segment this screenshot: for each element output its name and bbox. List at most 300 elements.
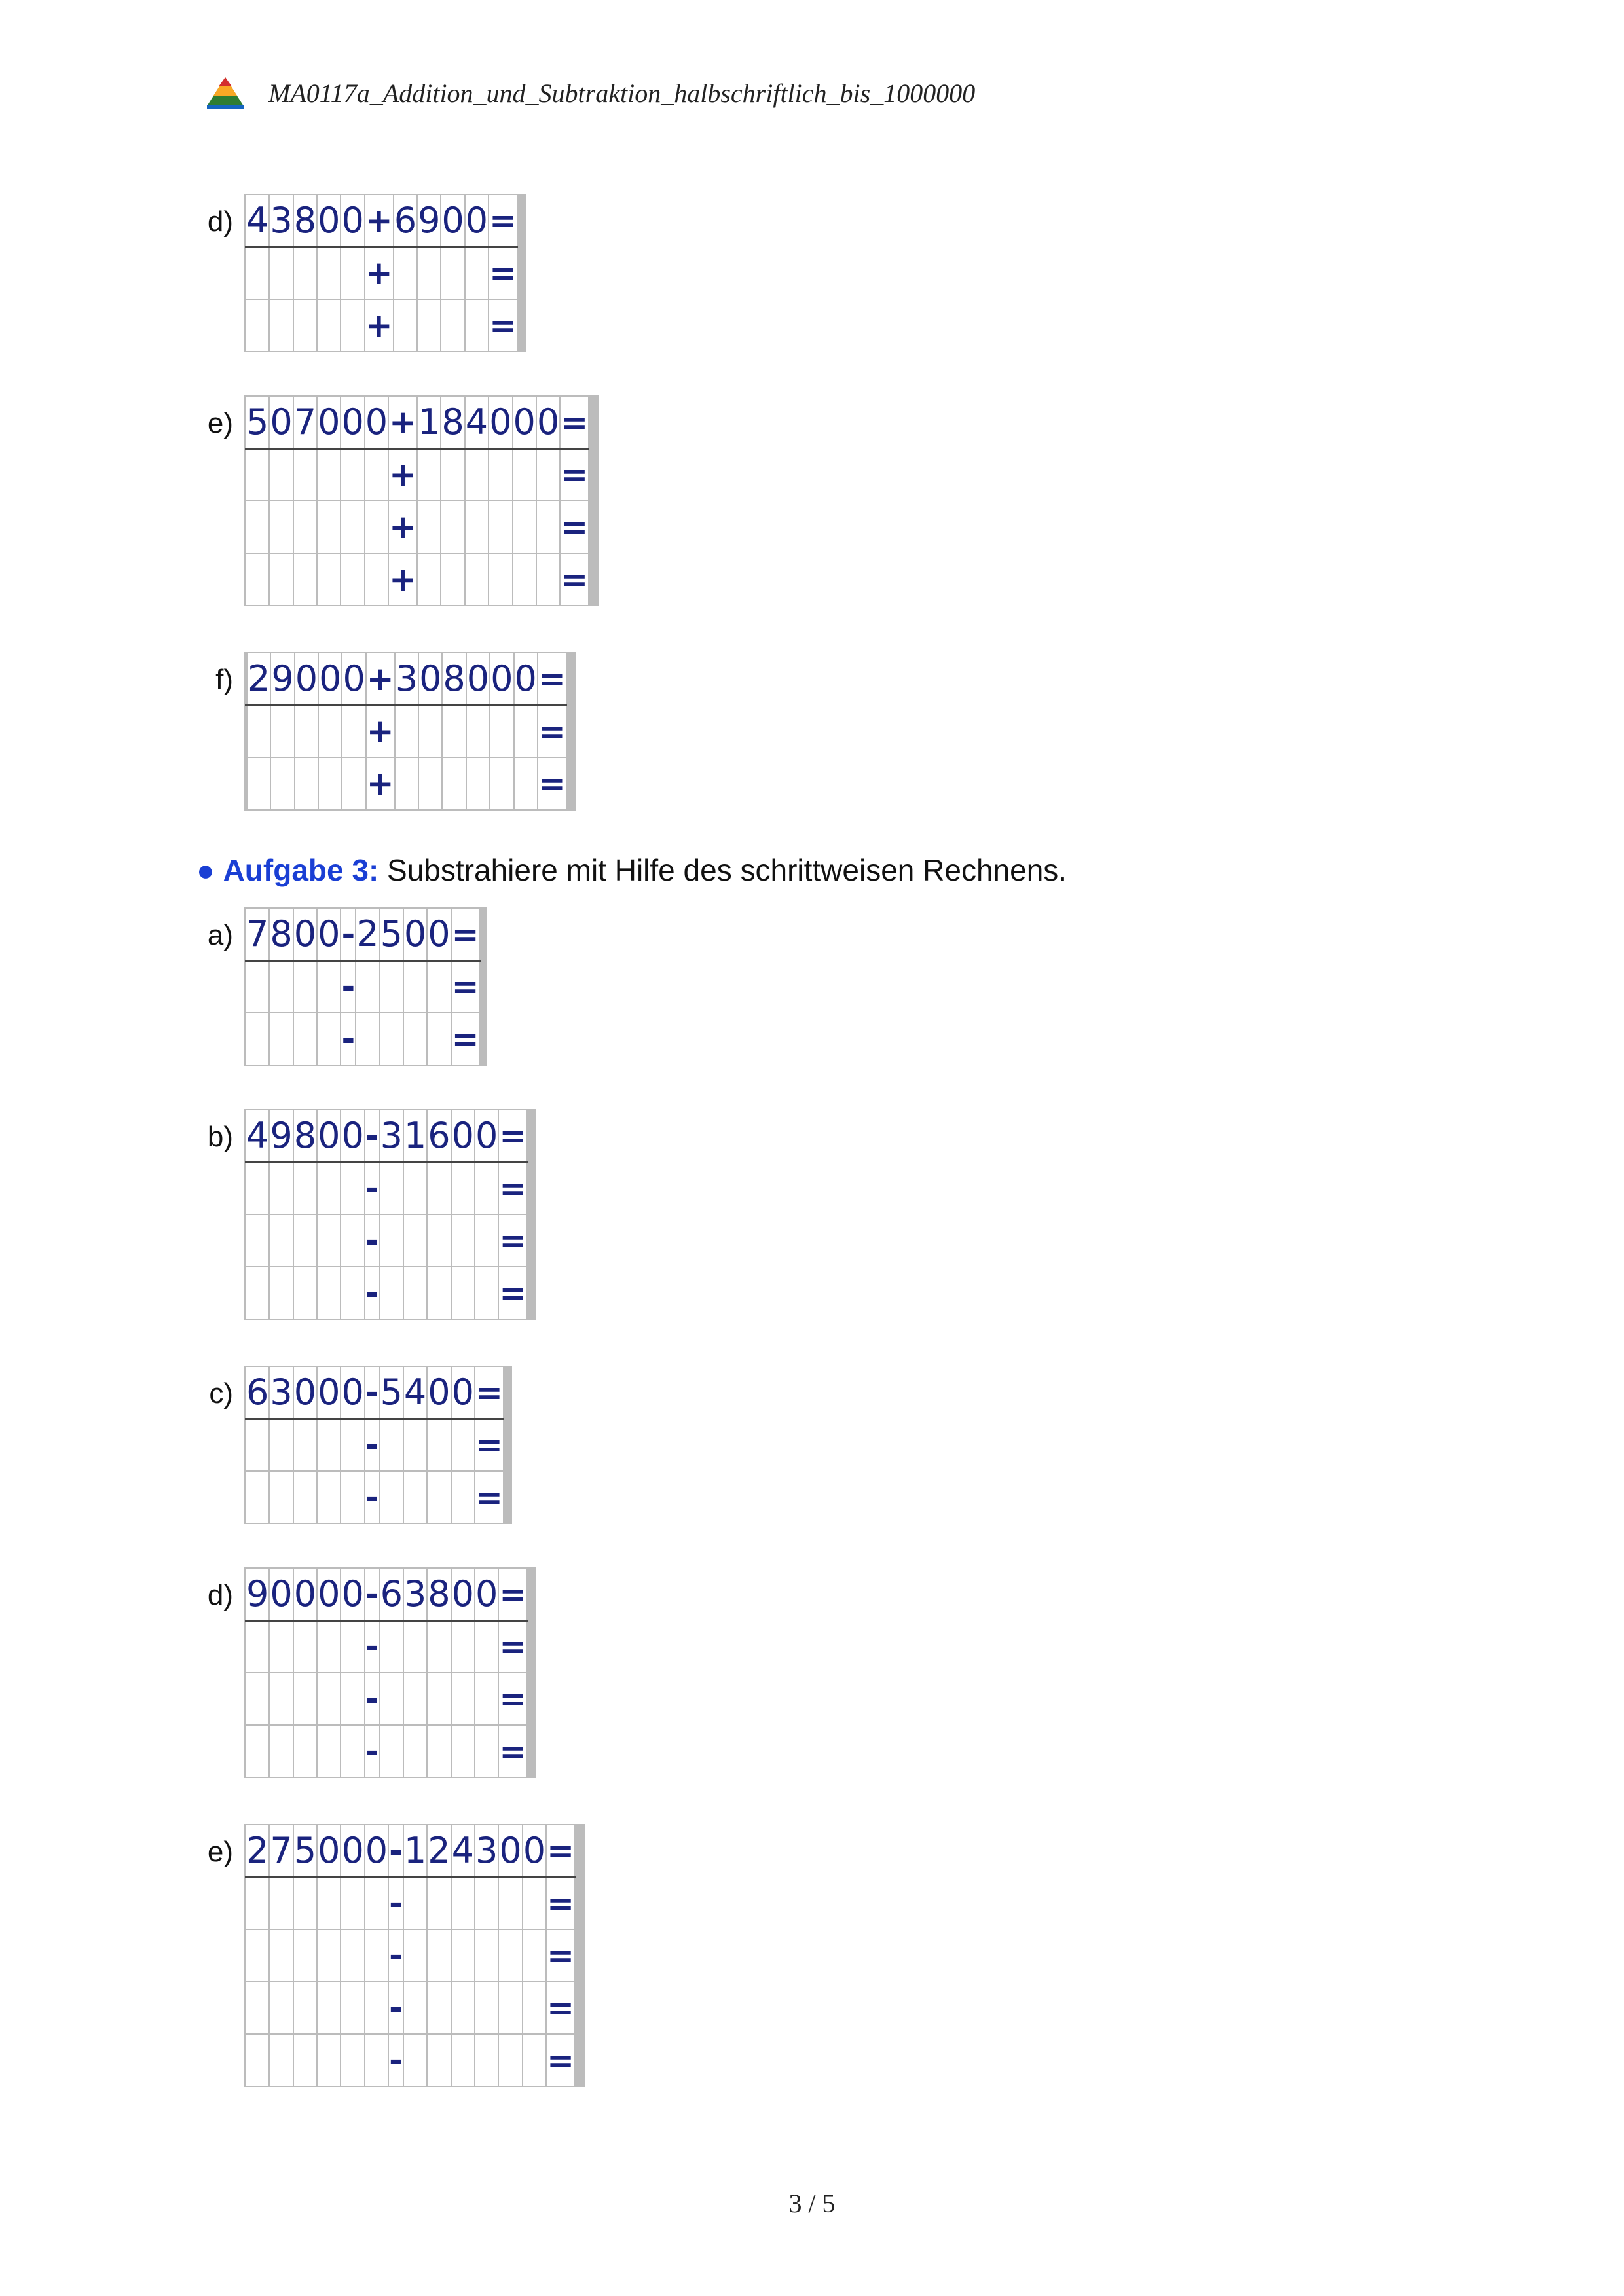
answer-cell[interactable] <box>451 1725 475 1777</box>
calculation-grid <box>244 907 487 1066</box>
answer-cell[interactable] <box>403 1162 427 1214</box>
answer-cell[interactable] <box>365 553 388 606</box>
operator-cell[interactable]: + <box>365 247 394 299</box>
answer-cell[interactable] <box>451 1877 475 1929</box>
operator-cell[interactable]: + <box>366 757 395 810</box>
answer-cell[interactable] <box>293 1929 317 1982</box>
answer-cell[interactable] <box>341 1725 364 1777</box>
answer-cell[interactable] <box>269 448 293 501</box>
answer-cell[interactable] <box>269 1877 293 1929</box>
operator-cell[interactable]: - <box>341 960 356 1013</box>
answer-cell[interactable] <box>475 1162 498 1214</box>
answer-cell[interactable] <box>534 1673 535 1725</box>
answer-cell[interactable] <box>510 1419 511 1471</box>
answer-cell[interactable] <box>317 1162 341 1214</box>
answer-cell[interactable] <box>490 705 513 757</box>
answer-cell[interactable] <box>498 1929 522 1982</box>
answer-cell[interactable] <box>246 1982 269 2034</box>
answer-cell[interactable] <box>380 960 403 1013</box>
answer-cell[interactable] <box>269 2034 293 2086</box>
answer-cell[interactable] <box>427 1214 451 1267</box>
answer-cell[interactable] <box>317 2034 341 2086</box>
answer-cell[interactable] <box>246 1620 269 1673</box>
answer-cell[interactable] <box>380 1471 403 1523</box>
answer-cell[interactable] <box>536 553 560 606</box>
equals-cell[interactable]: = <box>546 2034 575 2086</box>
answer-cell[interactable] <box>465 299 489 352</box>
answer-cell[interactable] <box>583 1929 584 1982</box>
answer-cell[interactable] <box>365 1929 388 1982</box>
answer-cell[interactable] <box>536 448 560 501</box>
answer-cell[interactable] <box>269 1929 293 1982</box>
equals-cell[interactable]: = <box>560 553 589 606</box>
answer-cell[interactable] <box>395 705 418 757</box>
digit-cell: 8 <box>293 194 317 247</box>
answer-cell[interactable] <box>317 299 341 352</box>
answer-cell[interactable] <box>246 553 269 606</box>
equals-cell[interactable]: = <box>475 1471 504 1523</box>
answer-cell[interactable] <box>441 553 464 606</box>
operator-cell[interactable]: - <box>365 1214 380 1267</box>
digit-cell: 0 <box>295 653 318 705</box>
answer-cell[interactable] <box>513 501 536 553</box>
digit-cell: 7 <box>269 1825 293 1877</box>
answer-cell[interactable] <box>583 1982 584 2034</box>
answer-cell[interactable] <box>418 705 442 757</box>
answer-cell[interactable] <box>246 448 269 501</box>
operator-cell[interactable]: + <box>388 448 417 501</box>
answer-cell[interactable] <box>269 1013 293 1065</box>
answer-cell[interactable] <box>490 757 513 810</box>
answer-cell[interactable] <box>475 1982 498 2034</box>
answer-cell[interactable] <box>427 1419 451 1471</box>
operator-cell[interactable]: - <box>365 1620 380 1673</box>
answer-cell[interactable] <box>317 1267 341 1319</box>
answer-cell[interactable] <box>451 2034 475 2086</box>
answer-cell[interactable] <box>293 1877 317 1929</box>
answer-cell[interactable] <box>574 705 576 757</box>
answer-cell[interactable] <box>403 1214 427 1267</box>
answer-cell[interactable] <box>534 1214 535 1267</box>
answer-cell[interactable] <box>293 1982 317 2034</box>
answer-cell[interactable] <box>475 1725 498 1777</box>
answer-cell[interactable] <box>417 553 441 606</box>
answer-cell[interactable] <box>510 1471 511 1523</box>
answer-cell[interactable] <box>475 2034 498 2086</box>
answer-cell[interactable] <box>246 1929 269 1982</box>
answer-cell[interactable] <box>395 757 418 810</box>
answer-cell[interactable] <box>269 1471 293 1523</box>
answer-cell[interactable] <box>475 1929 498 1982</box>
operator-cell[interactable]: + <box>365 299 394 352</box>
answer-cell[interactable] <box>417 501 441 553</box>
answer-cell[interactable] <box>523 1877 546 1929</box>
equals-cell[interactable]: = <box>498 1620 527 1673</box>
answer-cell[interactable] <box>574 757 576 810</box>
answer-cell[interactable] <box>270 705 294 757</box>
answer-cell[interactable] <box>380 1214 403 1267</box>
answer-cell[interactable] <box>583 1877 584 1929</box>
answer-cell[interactable] <box>523 2034 546 2086</box>
answer-cell[interactable] <box>427 1673 451 1725</box>
answer-cell[interactable] <box>365 1877 388 1929</box>
answer-cell[interactable] <box>341 1877 364 1929</box>
answer-cell[interactable] <box>341 1471 364 1523</box>
answer-cell[interactable] <box>394 247 417 299</box>
answer-cell[interactable] <box>341 501 364 553</box>
equals-cell[interactable]: = <box>546 1929 575 1982</box>
answer-cell[interactable] <box>293 501 317 553</box>
answer-cell[interactable] <box>246 299 269 352</box>
answer-cell[interactable] <box>523 1982 546 2034</box>
digit-cell: 0 <box>317 396 341 448</box>
answer-cell[interactable] <box>247 705 270 757</box>
answer-cell[interactable] <box>427 1877 451 1929</box>
work-row <box>244 247 525 299</box>
answer-cell[interactable] <box>475 1673 498 1725</box>
answer-cell[interactable] <box>246 1214 269 1267</box>
answer-cell[interactable] <box>246 2034 269 2086</box>
operator-cell[interactable]: - <box>365 1471 380 1523</box>
answer-cell[interactable] <box>293 960 317 1013</box>
answer-cell[interactable] <box>451 1673 475 1725</box>
answer-cell[interactable] <box>451 1214 475 1267</box>
operator-cell[interactable]: - <box>388 2034 403 2086</box>
equals-cell[interactable]: = <box>489 247 517 299</box>
answer-cell[interactable] <box>246 1725 269 1777</box>
answer-cell[interactable] <box>451 1620 475 1673</box>
answer-cell[interactable] <box>246 1162 269 1214</box>
answer-cell[interactable] <box>356 960 379 1013</box>
answer-cell[interactable] <box>341 1162 364 1214</box>
answer-cell[interactable] <box>295 705 318 757</box>
answer-cell[interactable] <box>317 247 341 299</box>
answer-cell[interactable] <box>441 448 464 501</box>
answer-cell[interactable] <box>342 757 365 810</box>
operator-cell[interactable]: - <box>388 1982 403 2034</box>
equals-cell[interactable]: = <box>546 1877 575 1929</box>
answer-cell[interactable] <box>341 1214 364 1267</box>
answer-cell[interactable] <box>269 1419 293 1471</box>
answer-cell[interactable] <box>418 757 442 810</box>
answer-cell[interactable] <box>427 1725 451 1777</box>
answer-cell[interactable] <box>365 448 388 501</box>
answer-cell[interactable] <box>427 1982 451 2034</box>
answer-cell[interactable] <box>475 1620 498 1673</box>
answer-cell[interactable] <box>380 1620 403 1673</box>
answer-cell[interactable] <box>403 1929 427 1982</box>
answer-cell[interactable] <box>269 299 293 352</box>
answer-cell[interactable] <box>597 501 598 553</box>
answer-cell[interactable] <box>293 1013 317 1065</box>
answer-cell[interactable] <box>269 1673 293 1725</box>
answer-cell[interactable] <box>270 757 294 810</box>
answer-cell[interactable] <box>295 757 318 810</box>
answer-cell[interactable] <box>403 1013 427 1065</box>
answer-cell[interactable] <box>524 299 525 352</box>
answer-cell[interactable] <box>293 448 317 501</box>
answer-cell[interactable] <box>317 1982 341 2034</box>
answer-cell[interactable] <box>427 1013 451 1065</box>
answer-cell[interactable] <box>341 1982 364 2034</box>
answer-cell[interactable] <box>247 757 270 810</box>
answer-cell[interactable] <box>403 1267 427 1319</box>
answer-cell[interactable] <box>427 960 451 1013</box>
answer-cell[interactable] <box>317 1877 341 1929</box>
digit-cell: 0 <box>441 194 464 247</box>
answer-cell[interactable] <box>341 1929 364 1982</box>
operator-cell[interactable]: + <box>388 553 417 606</box>
answer-cell[interactable] <box>403 960 427 1013</box>
equals-cell: = <box>451 908 480 960</box>
operator-cell[interactable]: + <box>366 705 395 757</box>
answer-cell[interactable] <box>466 705 490 757</box>
answer-cell[interactable] <box>534 1620 535 1673</box>
answer-cell[interactable] <box>489 448 512 501</box>
answer-cell[interactable] <box>403 1725 427 1777</box>
grid-cell <box>485 908 487 960</box>
exercise-label: a) <box>207 919 233 951</box>
answer-cell[interactable] <box>318 757 342 810</box>
answer-cell[interactable] <box>246 1419 269 1471</box>
answer-cell[interactable] <box>534 1162 535 1214</box>
answer-cell[interactable] <box>465 553 489 606</box>
answer-cell[interactable] <box>269 1162 293 1214</box>
answer-cell[interactable] <box>514 705 538 757</box>
answer-cell[interactable] <box>451 1419 475 1471</box>
answer-cell[interactable] <box>427 1162 451 1214</box>
answer-cell[interactable] <box>341 1267 364 1319</box>
answer-cell[interactable] <box>523 1929 546 1982</box>
answer-cell[interactable] <box>269 1982 293 2034</box>
grid-cell <box>510 1366 511 1419</box>
answer-cell[interactable] <box>341 1620 364 1673</box>
equals-cell[interactable]: = <box>498 1214 527 1267</box>
answer-cell[interactable] <box>317 1013 341 1065</box>
answer-cell[interactable] <box>534 1267 535 1319</box>
operator-cell[interactable]: - <box>388 1877 403 1929</box>
answer-cell[interactable] <box>293 1419 317 1471</box>
aufgabe-3-instruction: Substrahiere mit Hilfe des schrittweisen Rechnens. <box>378 853 1067 887</box>
answer-cell[interactable] <box>380 1725 403 1777</box>
answer-cell[interactable] <box>341 2034 364 2086</box>
equals-cell[interactable]: = <box>538 705 566 757</box>
answer-cell[interactable] <box>293 1725 317 1777</box>
equals-cell[interactable]: = <box>498 1267 527 1319</box>
answer-cell[interactable] <box>427 1471 451 1523</box>
answer-cell[interactable] <box>465 247 489 299</box>
answer-cell[interactable] <box>269 553 293 606</box>
answer-cell[interactable] <box>442 757 466 810</box>
answer-cell[interactable] <box>293 1214 317 1267</box>
answer-cell[interactable] <box>293 299 317 352</box>
answer-cell[interactable] <box>442 705 466 757</box>
answer-cell[interactable] <box>317 1673 341 1725</box>
equals-cell[interactable]: = <box>538 757 566 810</box>
answer-cell[interactable] <box>341 553 364 606</box>
answer-cell[interactable] <box>317 448 341 501</box>
answer-cell[interactable] <box>342 705 365 757</box>
answer-cell[interactable] <box>441 299 464 352</box>
answer-cell[interactable] <box>403 1419 427 1471</box>
answer-cell[interactable] <box>246 247 269 299</box>
equals-cell[interactable]: = <box>475 1419 504 1471</box>
answer-cell[interactable] <box>269 1267 293 1319</box>
answer-cell[interactable] <box>427 2034 451 2086</box>
answer-cell[interactable] <box>451 1162 475 1214</box>
answer-cell[interactable] <box>341 247 364 299</box>
answer-cell[interactable] <box>427 1267 451 1319</box>
operator-cell[interactable]: - <box>365 1673 380 1725</box>
answer-cell[interactable] <box>293 1267 317 1319</box>
answer-cell[interactable] <box>466 757 490 810</box>
answer-cell[interactable] <box>403 1673 427 1725</box>
equals-cell: = <box>538 653 566 705</box>
answer-cell[interactable] <box>514 757 538 810</box>
answer-cell[interactable] <box>269 960 293 1013</box>
answer-cell[interactable] <box>356 1013 379 1065</box>
answer-cell[interactable] <box>246 1471 269 1523</box>
answer-cell[interactable] <box>380 1162 403 1214</box>
operator-cell[interactable]: - <box>365 1267 380 1319</box>
answer-cell[interactable] <box>317 1471 341 1523</box>
equals-cell[interactable]: = <box>451 1013 480 1065</box>
answer-cell[interactable] <box>489 553 512 606</box>
equals-cell[interactable]: = <box>560 448 589 501</box>
answer-cell[interactable] <box>465 501 489 553</box>
answer-cell[interactable] <box>489 501 512 553</box>
answer-cell[interactable] <box>365 1982 388 2034</box>
equals-cell[interactable]: = <box>498 1162 527 1214</box>
answer-cell[interactable] <box>318 705 342 757</box>
answer-cell[interactable] <box>465 448 489 501</box>
answer-cell[interactable] <box>475 1877 498 1929</box>
answer-cell[interactable] <box>597 448 598 501</box>
equals-cell[interactable]: = <box>546 1982 575 2034</box>
answer-cell[interactable] <box>403 1620 427 1673</box>
answer-cell[interactable] <box>246 1013 269 1065</box>
answer-cell[interactable] <box>317 1419 341 1471</box>
answer-cell[interactable] <box>246 1267 269 1319</box>
answer-cell[interactable] <box>341 448 364 501</box>
answer-cell[interactable] <box>380 1267 403 1319</box>
answer-cell[interactable] <box>403 1877 427 1929</box>
answer-cell[interactable] <box>293 1620 317 1673</box>
answer-cell[interactable] <box>427 1620 451 1673</box>
answer-cell[interactable] <box>317 1620 341 1673</box>
operator-cell[interactable]: - <box>365 1725 380 1777</box>
equals-cell[interactable]: = <box>498 1725 527 1777</box>
answer-cell[interactable] <box>269 247 293 299</box>
answer-cell[interactable] <box>269 1214 293 1267</box>
answer-cell[interactable] <box>317 1929 341 1982</box>
answer-cell[interactable] <box>317 1725 341 1777</box>
operator-cell[interactable]: + <box>388 501 417 553</box>
operator-cell[interactable]: - <box>388 1929 403 1982</box>
answer-cell[interactable] <box>534 1725 535 1777</box>
operator-cell[interactable]: - <box>341 1013 356 1065</box>
answer-cell[interactable] <box>498 2034 522 2086</box>
answer-cell[interactable] <box>246 501 269 553</box>
answer-cell[interactable] <box>269 1725 293 1777</box>
answer-cell[interactable] <box>380 1673 403 1725</box>
answer-cell[interactable] <box>417 299 441 352</box>
answer-cell[interactable] <box>524 247 525 299</box>
answer-cell[interactable] <box>269 1620 293 1673</box>
answer-cell[interactable] <box>341 1419 364 1471</box>
answer-cell[interactable] <box>403 2034 427 2086</box>
answer-cell[interactable] <box>293 1471 317 1523</box>
answer-cell[interactable] <box>341 1673 364 1725</box>
answer-cell[interactable] <box>293 247 317 299</box>
answer-cell[interactable] <box>293 1162 317 1214</box>
equals-cell[interactable]: = <box>489 299 517 352</box>
answer-cell[interactable] <box>597 553 598 606</box>
answer-cell[interactable] <box>246 1673 269 1725</box>
answer-cell[interactable] <box>475 1214 498 1267</box>
answer-cell[interactable] <box>403 1471 427 1523</box>
equals-cell[interactable]: = <box>560 501 589 553</box>
digit-cell: 0 <box>293 1366 317 1419</box>
answer-cell[interactable] <box>485 960 487 1013</box>
calculation-grid <box>244 1824 585 2087</box>
digit-cell: 4 <box>451 1825 475 1877</box>
answer-cell[interactable] <box>513 448 536 501</box>
answer-cell[interactable] <box>441 501 464 553</box>
answer-cell[interactable] <box>246 960 269 1013</box>
answer-cell[interactable] <box>498 1982 522 2034</box>
answer-cell[interactable] <box>451 1982 475 2034</box>
operator-cell[interactable]: - <box>365 1162 380 1214</box>
answer-cell[interactable] <box>417 247 441 299</box>
answer-cell[interactable] <box>317 1214 341 1267</box>
work-row <box>244 960 487 1013</box>
answer-cell[interactable] <box>498 1877 522 1929</box>
operator-cell[interactable]: - <box>365 1419 380 1471</box>
answer-cell[interactable] <box>536 501 560 553</box>
answer-cell[interactable] <box>427 1929 451 1982</box>
answer-cell[interactable] <box>365 501 388 553</box>
calculation-grid <box>244 1366 512 1524</box>
answer-cell[interactable] <box>417 448 441 501</box>
answer-cell[interactable] <box>485 1013 487 1065</box>
answer-cell[interactable] <box>451 1929 475 1982</box>
answer-cell[interactable] <box>475 1267 498 1319</box>
answer-cell[interactable] <box>441 247 464 299</box>
answer-cell[interactable] <box>403 1982 427 2034</box>
answer-cell[interactable] <box>293 1673 317 1725</box>
answer-cell[interactable] <box>293 2034 317 2086</box>
answer-cell[interactable] <box>380 1013 403 1065</box>
answer-cell[interactable] <box>317 501 341 553</box>
answer-cell[interactable] <box>293 553 317 606</box>
answer-cell[interactable] <box>365 2034 388 2086</box>
answer-cell[interactable] <box>380 1419 403 1471</box>
equals-cell[interactable]: = <box>451 960 480 1013</box>
answer-cell[interactable] <box>583 2034 584 2086</box>
equals-cell[interactable]: = <box>498 1673 527 1725</box>
answer-cell[interactable] <box>341 299 364 352</box>
answer-cell[interactable] <box>246 1877 269 1929</box>
answer-cell[interactable] <box>451 1267 475 1319</box>
calculation-grid <box>244 1567 536 1778</box>
answer-cell[interactable] <box>451 1471 475 1523</box>
answer-cell[interactable] <box>394 299 417 352</box>
answer-cell[interactable] <box>317 960 341 1013</box>
answer-cell[interactable] <box>269 501 293 553</box>
answer-cell[interactable] <box>513 553 536 606</box>
answer-cell[interactable] <box>317 553 341 606</box>
